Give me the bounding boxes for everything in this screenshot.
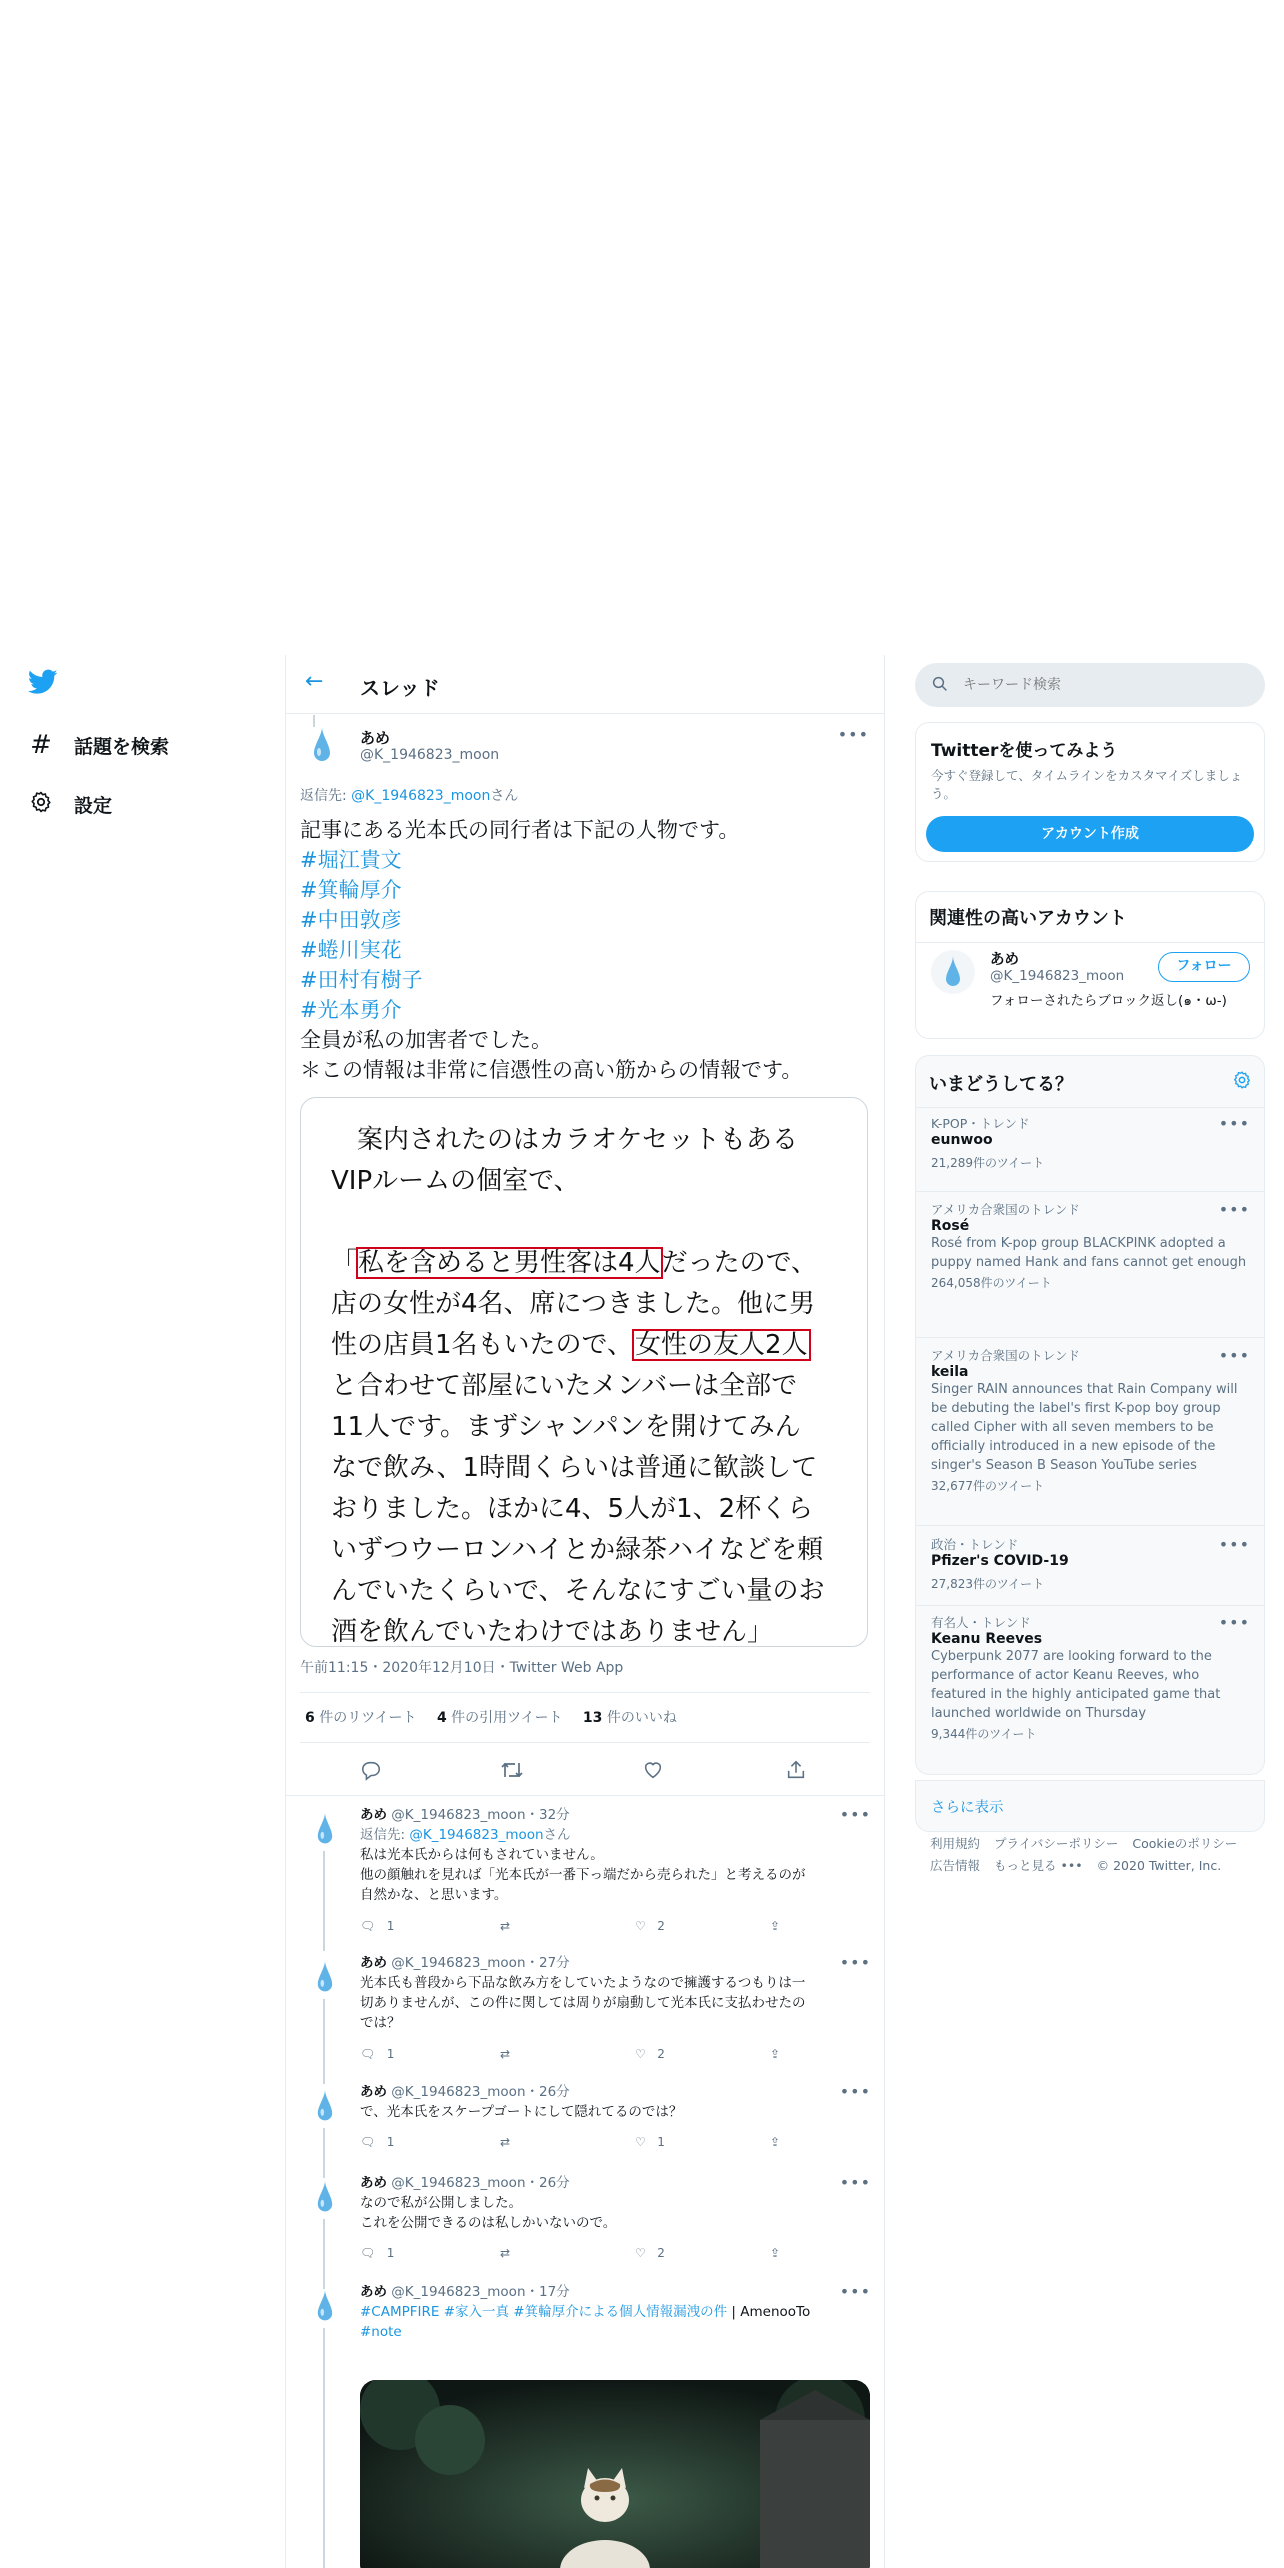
reply-suffix: さん — [490, 788, 519, 804]
trend-count: 27,823件のツイート — [931, 1577, 1045, 1591]
image-line: 酒を飲んでいたわけではありません」 — [331, 1617, 774, 1647]
reply-actions — [360, 2135, 870, 2149]
hashtag-link[interactable]: #田村有樹子 — [300, 968, 423, 992]
like-button[interactable]: ♡ 2 — [635, 2047, 665, 2061]
footer-link[interactable]: 利用規約 — [930, 1836, 981, 1851]
image-line — [331, 1243, 851, 1284]
thread-line — [323, 2219, 325, 2289]
nav-settings[interactable] — [28, 790, 112, 819]
more-options-icon[interactable]: ••• — [1218, 1346, 1250, 1365]
reply-actions — [360, 2246, 870, 2260]
avatar[interactable] — [931, 950, 975, 998]
author-name[interactable]: あめ — [360, 1807, 387, 1823]
reply-tweet[interactable] — [285, 2173, 885, 2278]
author-name[interactable]: あめ — [360, 729, 391, 747]
reply-body — [360, 2173, 867, 2233]
retweet-icon[interactable] — [500, 1759, 524, 1785]
search-input[interactable] — [963, 671, 1253, 699]
reply-tweet[interactable] — [285, 2082, 885, 2167]
share-button[interactable]: ⇪ — [770, 2135, 781, 2149]
image-line: 店の女性が4名、席につきました。他に男 — [331, 1289, 816, 1319]
trend-meta: アメリカ合衆国のトレンド — [931, 1348, 1080, 1363]
hashtag-link[interactable]: #中田敦彦 — [300, 908, 402, 932]
reply-actions — [360, 1919, 870, 1933]
quote-open: 「 — [331, 1248, 358, 1278]
share-icon[interactable] — [785, 1759, 807, 1785]
related-handle[interactable]: @K_1946823_moon — [990, 968, 1125, 984]
trend-name: eunwoo — [931, 1132, 993, 1148]
author-handle[interactable]: @K_1946823_moon — [391, 2084, 526, 2100]
share-button[interactable]: ⇪ — [770, 2047, 781, 2061]
related-title: 関連性の高いアカウント — [929, 908, 1127, 929]
reply-text: で、光本氏をスケープゴートにして隠れてるのでは？ — [360, 2104, 683, 2120]
retweet-button[interactable]: ⇄ — [500, 1919, 511, 1933]
author-name[interactable]: あめ — [360, 2175, 387, 2191]
author-name[interactable]: あめ — [360, 2284, 387, 2300]
avatar[interactable] — [313, 1959, 337, 1995]
like-button[interactable]: ♡ 2 — [635, 1919, 665, 1933]
more-options-icon[interactable]: ••• — [1218, 1613, 1250, 1632]
reply-body — [360, 2082, 867, 2122]
related-accounts-card — [915, 891, 1265, 1039]
footer-link[interactable]: Cookieのポリシー — [1132, 1836, 1238, 1851]
reply-button[interactable]: 🗨 1 — [360, 1919, 395, 1933]
reply-body — [360, 1953, 867, 2033]
reply-to-link[interactable]: @K_1946823_moon — [351, 788, 491, 804]
image-line: いずつウーロンハイとか緑茶ハイなどを頼 — [331, 1535, 824, 1565]
divider — [285, 1795, 885, 1796]
tweet-time[interactable]: ・26分 — [525, 2175, 570, 2191]
highlight-box: 女性の友人2人 — [635, 1330, 808, 1360]
follow-button[interactable]: フォロー — [1158, 952, 1250, 982]
avatar[interactable] — [313, 2088, 337, 2124]
thread-line — [323, 2128, 325, 2178]
image-line: なで飲み、1時間くらいは普通に歓談して — [331, 1453, 818, 1483]
trend-item[interactable] — [916, 1346, 1264, 1494]
more-options-icon[interactable]: ••• — [1218, 1114, 1250, 1133]
tweet-actions — [285, 1751, 885, 1791]
image-line: VIPルームの個室で、 — [331, 1166, 580, 1196]
reply-tweet[interactable] — [285, 1953, 885, 2078]
trend-item[interactable] — [916, 1613, 1264, 1742]
trend-meta: K-POP・トレンド — [931, 1116, 1030, 1131]
divider — [916, 1107, 1264, 1108]
reply-prefix: 返信先: — [300, 788, 352, 804]
signup-card — [915, 722, 1265, 862]
reply-suffix: さん — [543, 1827, 571, 1843]
tweet-time[interactable]: ・17分 — [525, 2284, 570, 2300]
divider — [916, 1525, 1264, 1526]
hashtag-link[interactable]: #箕輪厚介 — [300, 878, 402, 902]
reply-icon[interactable] — [360, 1759, 382, 1785]
thread-column — [285, 655, 885, 2568]
trend-meta: アメリカ合衆国のトレンド — [931, 1202, 1080, 1217]
more-options-icon[interactable]: ••• — [839, 2082, 871, 2101]
like-button[interactable]: ♡ 1 — [635, 2135, 665, 2149]
reply-button[interactable]: 🗨 1 — [360, 2047, 395, 2061]
image-text: だったので、 — [661, 1248, 818, 1278]
trend-desc: Cyberpunk 2077 are looking forward to the performance of actor Keanu Reeves, who featured in the highly anticipated game that launched worldwide on Thursday — [931, 1649, 1221, 1721]
author-handle[interactable]: @K_1946823_moon — [391, 2284, 526, 2300]
trend-name: Pfizer's COVID-19 — [931, 1553, 1069, 1569]
tweet-stats — [305, 1707, 677, 1727]
search-icon — [931, 675, 949, 697]
retweet-count[interactable]: 6 件のリツイート — [305, 1710, 417, 1726]
trend-name: Rosé — [931, 1218, 970, 1234]
trends-card-lower — [915, 1525, 1265, 1775]
signup-desc: 今すぐ登録して、タイムラインをカスタマイズしましょう。 — [931, 768, 1243, 801]
page-title: スレッド — [360, 676, 440, 700]
footer-link[interactable]: 広告情報 — [930, 1858, 981, 1873]
hashtag-link[interactable]: #堀江貴文 — [300, 848, 402, 872]
image-line: おりました。ほかに4、5人が1、2杯くら — [331, 1494, 814, 1524]
trend-count: 21,289件のツイート — [931, 1156, 1045, 1170]
tweet-timestamp[interactable]: 午前11:15・2020年12月10日・Twitter Web App — [300, 1660, 624, 1676]
article-image-text — [331, 1120, 851, 1647]
image-line — [331, 1325, 851, 1366]
avatar[interactable] — [310, 725, 334, 769]
reply-text: 光本氏も普段から下品な飲み方をしていたようなので擁護するつもりは一 — [360, 1975, 806, 1991]
hashtag-link[interactable]: #note — [360, 2324, 402, 2340]
nav-settings-label: 設定 — [74, 795, 113, 817]
article-image[interactable] — [300, 1097, 868, 1647]
like-icon[interactable] — [642, 1759, 664, 1785]
trend-count: 32,677件のツイート — [931, 1479, 1045, 1493]
image-line: と合わせて部屋にいたメンバーは全部で — [331, 1371, 798, 1401]
reply-actions — [360, 2047, 870, 2061]
author-handle[interactable]: @K_1946823_moon — [391, 1955, 526, 1971]
more-options-icon[interactable]: ••• — [837, 725, 869, 744]
reply-to-link[interactable]: @K_1946823_moon — [409, 1827, 544, 1843]
reply-text: これを公開できるのは私しかいないので。 — [360, 2215, 617, 2231]
author-name[interactable]: あめ — [360, 2084, 387, 2100]
footer-more[interactable]: もっと見る ••• — [994, 1858, 1083, 1873]
author-handle[interactable]: @K_1946823_moon — [360, 747, 500, 763]
divider — [916, 1337, 1264, 1338]
more-options-icon[interactable]: ••• — [839, 2173, 871, 2192]
retweet-button[interactable]: ⇄ — [500, 2047, 511, 2061]
reply-to-line — [300, 785, 518, 805]
hashtag-link[interactable]: #蜷川実花 — [300, 938, 402, 962]
reply-text: 他の顔触れを見れば「光本氏が一番下っ端だから売られた」と考えるのが — [360, 1867, 806, 1883]
thread-header — [285, 655, 885, 713]
trend-count: 9,344件のツイート — [931, 1727, 1037, 1741]
highlight-box: 私を含めると男性客は4人 — [358, 1248, 661, 1278]
divider — [300, 1692, 870, 1693]
reply-button[interactable]: 🗨 1 — [360, 2246, 395, 2260]
gear-icon — [28, 790, 54, 819]
retweet-button[interactable]: ⇄ — [500, 2246, 511, 2260]
nav-explore[interactable] — [28, 730, 169, 760]
divider — [916, 1191, 1264, 1192]
reply-prefix: 返信先: — [360, 1827, 410, 1843]
thread-line — [323, 1851, 325, 1951]
like-button[interactable]: ♡ 2 — [635, 2246, 665, 2260]
related-bio: フォローされたらブロック返し(๑・ω-) — [990, 993, 1227, 1009]
twitter-logo-icon[interactable] — [28, 669, 58, 699]
reply-text: | AmenooTo — [727, 2304, 811, 2320]
reply-text: 私は光本氏からは何もされていません。 — [360, 1847, 604, 1863]
reply-tweet[interactable] — [285, 1805, 885, 1945]
author-handle[interactable]: @K_1946823_moon — [391, 1807, 526, 1823]
trend-name: keila — [931, 1364, 969, 1380]
settings-gear-icon[interactable] — [1232, 1070, 1252, 1094]
tweet-time[interactable]: ・26分 — [525, 2084, 570, 2100]
more-options-icon[interactable]: ••• — [839, 2282, 871, 2301]
tweet-text-intro: 記事にある光本氏の同行者は下記の人物です。 — [300, 818, 740, 842]
thread-line — [323, 1999, 325, 2084]
thread-line — [323, 2328, 325, 2568]
trend-desc: Singer RAIN announces that Rain Company will be debuting the label's first K-pop boy group called Cipher with all seven members to be officially introduced in a new episode of the singer's Season B Season YouTube series — [931, 1382, 1238, 1473]
like-count[interactable]: 13 件のいいね — [582, 1710, 677, 1726]
more-options-icon[interactable]: ••• — [839, 1953, 871, 1972]
reply-text: なので私が公開しました。 — [360, 2195, 522, 2211]
reply-text: では？ — [360, 2015, 401, 2031]
trend-meta: 有名人・トレンド — [931, 1615, 1031, 1630]
trend-meta: 政治・トレンド — [931, 1537, 1019, 1552]
image-line: 11人です。まずシャンパンを開けてみん — [331, 1412, 801, 1442]
footer — [930, 1833, 1260, 1877]
reply-text: 切ありませんが、この件に関しては周りが扇動して光本氏に支払わせたの — [360, 1995, 806, 2011]
image-line: んでいたくらいで、そんなにすごい量のお — [331, 1576, 825, 1606]
trend-desc: Rosé from K-pop group BLACKPINK adopted a puppy named Hank and fans cannot get enough — [931, 1236, 1247, 1270]
create-account-button[interactable]: アカウント作成 — [926, 816, 1254, 852]
copyright: © 2020 Twitter, Inc. — [1096, 1858, 1222, 1873]
trend-count: 264,058件のツイート — [931, 1276, 1052, 1290]
quote-count[interactable]: 4 件の引用ツイート — [436, 1710, 563, 1726]
hashtag-link[interactable]: #光本勇介 — [300, 998, 402, 1022]
tweet-text — [300, 815, 880, 1085]
author-name[interactable]: あめ — [360, 1955, 387, 1971]
signup-title: Twitterを使ってみよう — [931, 741, 1118, 761]
divider — [916, 942, 1264, 943]
avatar[interactable] — [313, 2179, 337, 2215]
avatar[interactable] — [313, 2288, 337, 2324]
trend-item[interactable] — [916, 1200, 1264, 1291]
footer-link[interactable]: プライバシーポリシー — [994, 1836, 1119, 1851]
divider — [300, 1742, 870, 1743]
retweet-button[interactable]: ⇄ — [500, 2135, 511, 2149]
search-box[interactable] — [915, 663, 1265, 707]
tweet-time[interactable]: ・27分 — [525, 1955, 570, 1971]
tweet-time[interactable]: ・32分 — [525, 1807, 570, 1823]
show-more-row[interactable] — [915, 1780, 1265, 1832]
show-more-link[interactable]: さらに表示 — [931, 1800, 1004, 1816]
share-button[interactable]: ⇪ — [770, 1919, 781, 1933]
related-name[interactable]: あめ — [990, 952, 1019, 968]
more-options-icon[interactable]: ••• — [839, 1805, 871, 1824]
image-blank-line — [331, 1202, 851, 1243]
hashtag-icon: # — [30, 730, 52, 760]
trend-name: Keanu Reeves — [931, 1631, 1043, 1647]
header-divider — [285, 713, 885, 714]
more-options-icon[interactable]: ••• — [1218, 1200, 1250, 1219]
reply-body — [360, 2282, 867, 2342]
hashtag-link[interactable]: #CAMPFIRE #家入一真 #箕輪厚介による個人情報漏洩の件 — [360, 2304, 728, 2320]
reply-tweet[interactable] — [285, 2282, 885, 2568]
image-text: 性の店員1名もいたので、 — [331, 1330, 634, 1360]
reply-text: 自然かな、と思います。 — [360, 1887, 508, 1903]
nav-explore-label: 話題を検索 — [74, 735, 170, 758]
cat-photo[interactable] — [360, 2380, 870, 2568]
more-dots-icon: ••• — [1060, 1858, 1083, 1873]
tweet-text-end1: 全員が私の加害者でした。 — [300, 1028, 552, 1052]
trends-title: いまどうしてる？ — [929, 1074, 1073, 1095]
back-arrow-icon[interactable]: ← — [305, 669, 324, 694]
reply-button[interactable]: 🗨 1 — [360, 2135, 395, 2149]
trend-item[interactable] — [916, 1114, 1264, 1171]
image-line: 案内されたのはカラオケセットもある — [331, 1125, 798, 1155]
avatar[interactable] — [313, 1811, 337, 1847]
divider — [916, 1605, 1264, 1606]
reply-body — [360, 1805, 867, 1905]
share-button[interactable]: ⇪ — [770, 2246, 781, 2260]
tweet-text-end2: ＊この情報は非常に信憑性の高い筋からの情報です。 — [300, 1058, 803, 1082]
trend-item[interactable] — [916, 1535, 1264, 1592]
more-options-icon[interactable]: ••• — [1218, 1535, 1250, 1554]
author-handle[interactable]: @K_1946823_moon — [391, 2175, 526, 2191]
